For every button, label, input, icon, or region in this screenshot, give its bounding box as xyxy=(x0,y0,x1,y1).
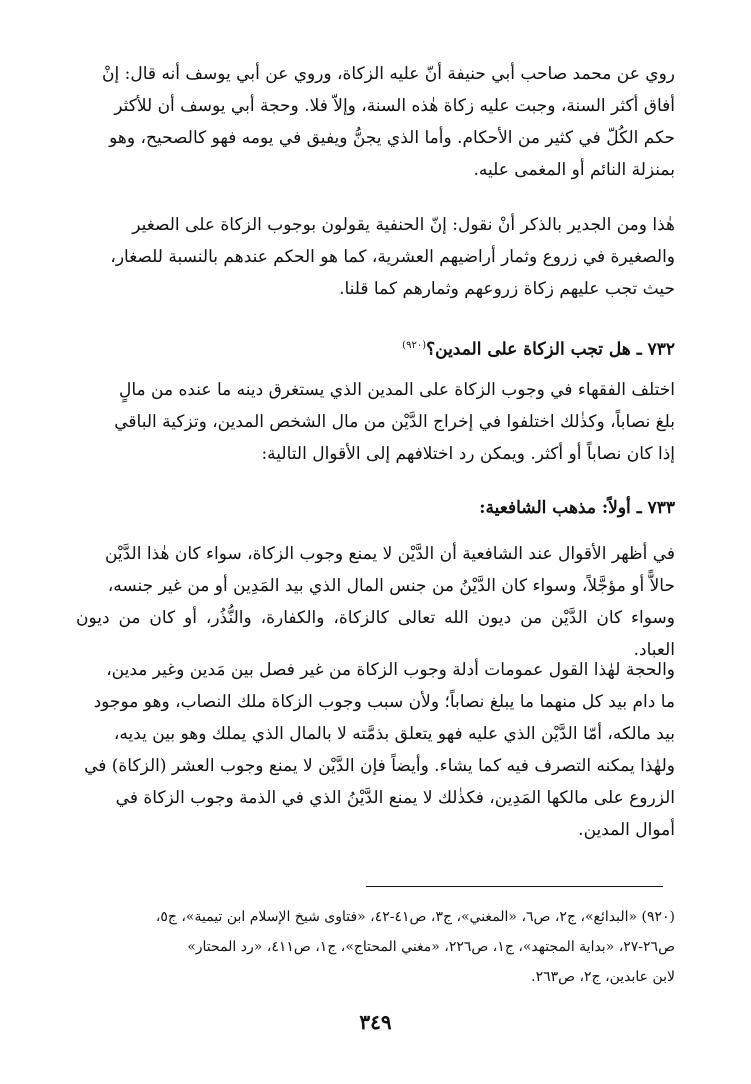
text-line: ما دام بيد كل منهما ما يبلغ نصاباً؛ ولأن سبب وجوب الزكاة ملك النصاب، وهو موجود xyxy=(93,692,675,712)
footnote-line: ص٢٦-٢٧، «بداية المجتهد»، ج١، ص٢٢٦، «مغني المحتاج»، ج١، ص٤١١، «رد المحتار» xyxy=(187,939,675,955)
paragraph-4 xyxy=(76,538,675,666)
paragraph-5 xyxy=(76,654,675,846)
text-line: ولهٰذا يمكنه التصرف فيه كما يشاء. وأيضاً فإن الدَّيْن لا يمنع وجوب العشر (الزكاة) في xyxy=(84,756,675,776)
text-line: في أظهر الأقوال عند الشافعية أن الدَّيْن لا يمنع وجوب الزكاة، سواء كان هٰذا الدَّيْن xyxy=(104,544,675,564)
text-line: بيد مالكه، أمّا الدَّيْن الذي عليه فهو يتعلق بذمَّته لا بالمال الذي يملك وهو بين يديه، xyxy=(113,724,675,744)
footnote-line: لابن عابدين، ج٢، ص٢٦٣. xyxy=(531,969,675,985)
text-line: وسواء كان الدَّيْن من ديون الله تعالى كالزكاة، والكفارة، والنُّذُر، أو كان من ديون العباد. xyxy=(76,608,675,660)
footnote-marker: (٩٢٠) xyxy=(402,340,427,351)
text-line: أموال المدين. xyxy=(578,820,675,840)
heading-text: ٧٣٢ ـ هل تجب الزكاة على المدين؟ xyxy=(426,339,675,360)
text-line: بمنزلة النائم أو المغمى عليه. xyxy=(473,160,675,180)
text-line: والحجة لهٰذا القول عمومات أدلة وجوب الزكاة من غير فصل بين مَدين وغير مدين، xyxy=(106,660,675,680)
section-heading-733 xyxy=(479,493,675,523)
text-line: حالاًّ أو مؤجَّلاً، وسواء كان الدَّيْنُ من جنس المال الذي بيد المَدِين أو من غير جنسه، xyxy=(107,576,675,596)
footnote-line: (٩٢٠) «البدائع»، ج٢، ص٦، «المغني»، ج٣، ص٤١-٤٢، «فتاوى شيخ الإسلام ابن تيمية»، ج٥، xyxy=(155,909,675,925)
paragraph-1 xyxy=(76,58,675,186)
text-line: هٰذا ومن الجدير بالذكر أنْ نقول: إنّ الحنفية يقولون بوجوب الزكاة على الصغير xyxy=(132,215,675,235)
text-line: حيث تجب عليهم زكاة زروعهم وثمارهم كما قلنا. xyxy=(339,279,675,299)
paragraph-2 xyxy=(76,209,675,305)
text-line: بلغ نصاباً، وكذٰلك اختلفوا في إخراج الدَّيْن من مال الشخص المدين، وتزكية الباقي xyxy=(114,412,675,432)
text-line: أفاق أكثر السنة، وجبت عليه زكاة هٰذه السنة، وإلاّ فلا. وحجة أبي يوسف أن للأكثر xyxy=(114,96,675,116)
text-line: حكم الكُلّ في كثير من الأحكام. وأما الذي يجنُّ ويفيق في يومه فهو كالصحيح، وهو xyxy=(109,128,675,148)
heading-text: ٧٣٣ ـ أولاً: مذهب الشافعية: xyxy=(479,498,675,518)
text-line: والصغيرة في زروع وثمار أراضيهم العشرية، كما هو الحكم عندهم بالنسبة للصغار، xyxy=(110,247,675,267)
paragraph-3 xyxy=(76,374,675,470)
footnote-divider xyxy=(366,886,663,887)
text-line: اختلف الفقهاء في وجوب الزكاة على المدين الذي يستغرق دينه ما عنده من مالٍ xyxy=(118,380,675,400)
page-number: ٣٤٩ xyxy=(359,1010,392,1034)
footnote xyxy=(76,902,675,992)
text-line: الزروع على مالكها المَدِين، فكذٰلك لا يمنع الدَّيْنُ الذي في الذمة وجوب الزكاة في xyxy=(115,788,675,808)
text-line: روي عن محمد صاحب أبي حنيفة أنّ عليه الزكاة، وروي عن أبي يوسف أنه قال: إنْ xyxy=(102,64,675,84)
section-heading-732 xyxy=(402,331,675,365)
text-line: إذا كان نصاباً أو أكثر. ويمكن رد اختلافهم إلى الأقوال التالية: xyxy=(261,444,675,464)
